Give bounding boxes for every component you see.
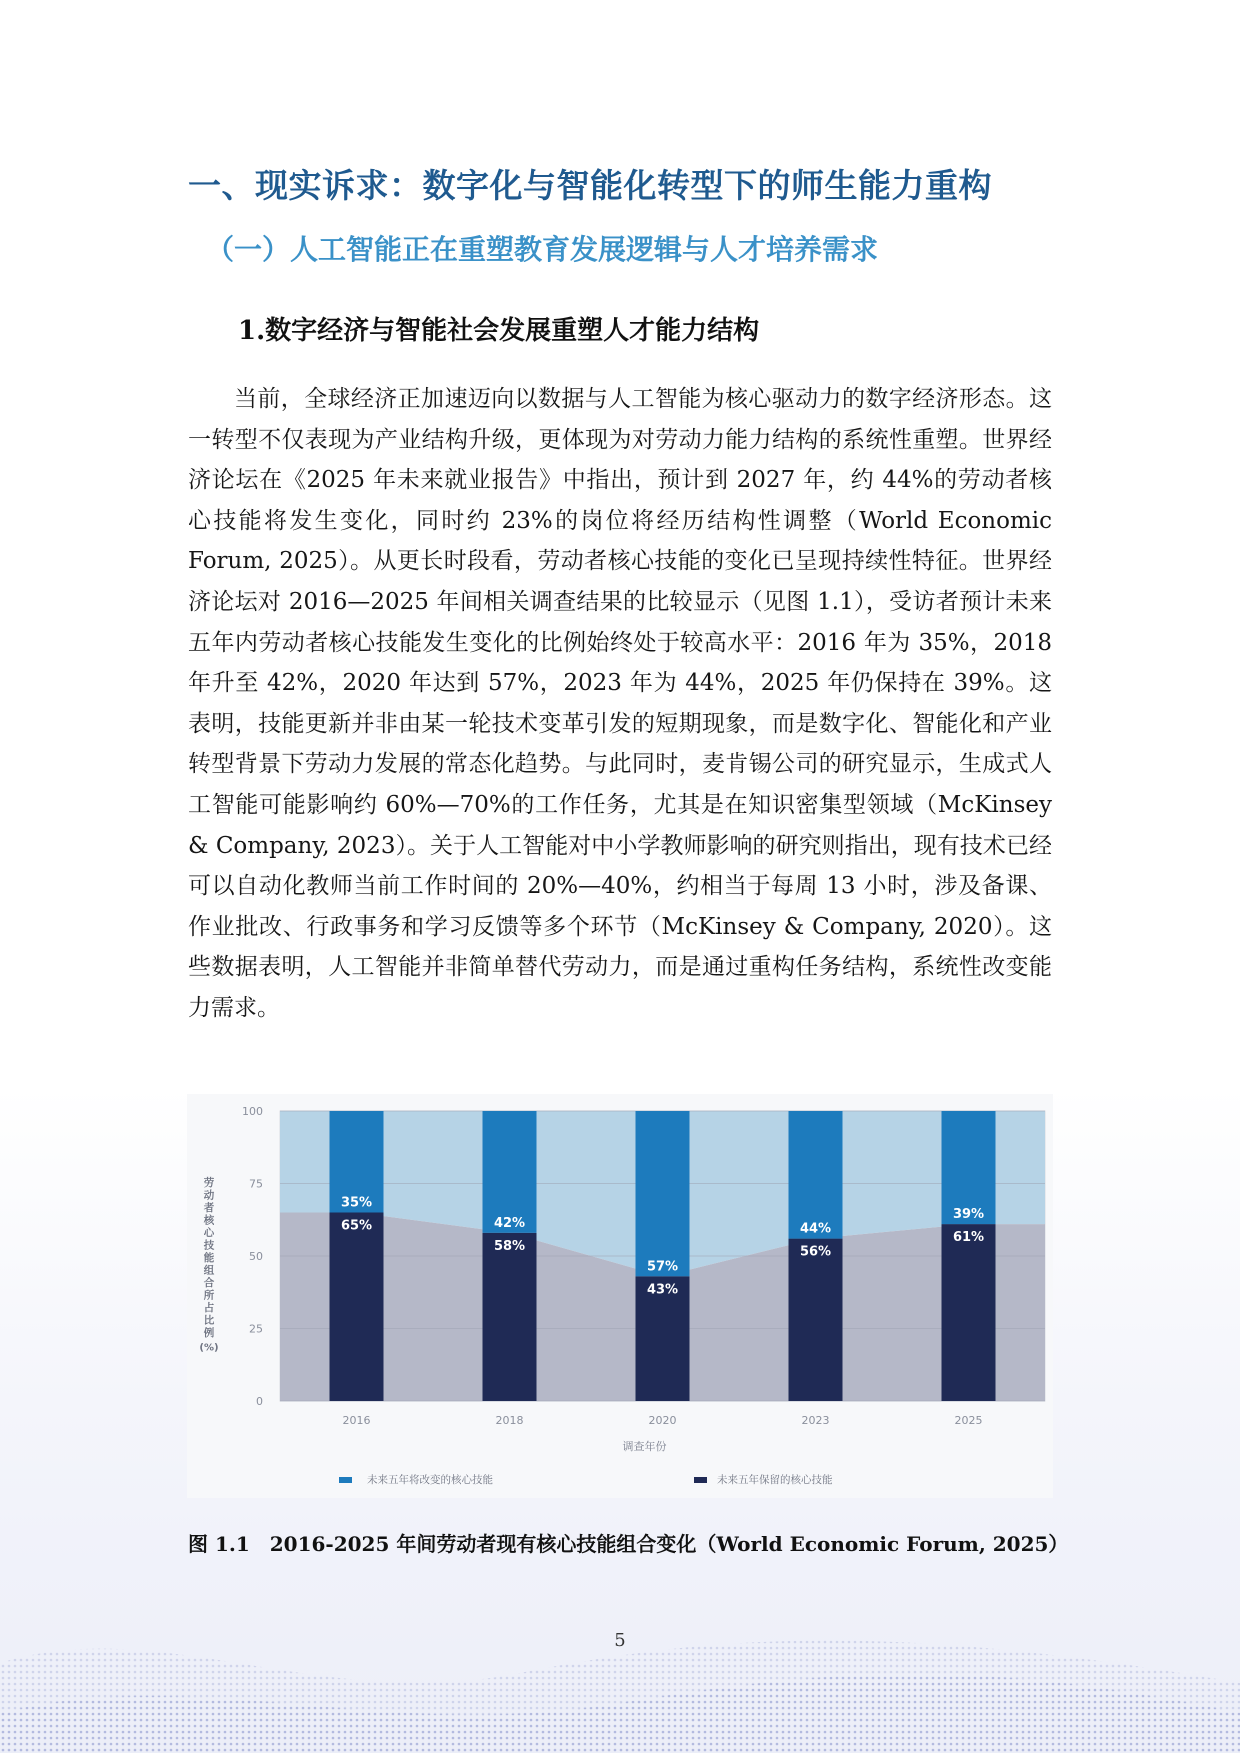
legend-swatch-retained <box>694 1477 707 1483</box>
y-tick-label: 50 <box>249 1250 263 1263</box>
x-tick-label: 2025 <box>954 1414 983 1427</box>
y-axis-label-char: 占 <box>203 1302 215 1314</box>
y-axis-label-char: 所 <box>203 1289 215 1302</box>
subsubsection-heading: 1.数字经济与智能社会发展重塑人才能力结构 <box>238 316 760 346</box>
data-label-retained: 61% <box>952 1230 985 1246</box>
data-label-changing: 42% <box>493 1215 526 1231</box>
bar-changing-2020 <box>636 1111 690 1276</box>
page-number: 5 <box>614 1630 626 1651</box>
y-tick-label: 0 <box>256 1395 263 1408</box>
legend-label-retained: 未来五年保留的核心技能 <box>717 1474 833 1486</box>
y-axis-label-char: 心 <box>203 1227 215 1239</box>
data-label-changing: 39% <box>952 1207 985 1223</box>
y-axis-label-char: 能 <box>203 1252 215 1264</box>
data-label-changing: 35% <box>340 1195 373 1211</box>
x-axis-title: 调查年份 <box>622 1440 667 1453</box>
body-paragraph: 当前，全球经济正加速迈向以数据与人工智能为核心驱动力的数字经济形态。这一转型不仅表现为产业结构升级，更体现为对劳动力能力结构的系统性重塑。世界经济论坛在《2025 年未来就业报告》中指出，预计到 2027 年，约 44%的劳动者核心技能将发生变化，同时约 23%的岗位将经历结构性调整（World Economic Forum, 2025）。从更长时段看，劳动者核心技能的变化已呈现持续性特征。世界经济论坛对 2016—2025 年间相关调查结果的比较显示（见图 1.1），受访者预计未来五年内劳动者核心技能发生变化的比例始终处于较高水平：2016 年为 35%，2018 年升至 42%，2020 年达到 57%，2023 年为 44%，2025 年仍保持在 39%。这表明，技能更新并非由某一轮技术变革引发的短期现象，而是数字化、智能化和产业转型背景下劳动力发展的常态化趋势。与此同时，麦肯锡公司的研究显示，生成式人工智能可能影响约 60%—70%的工作任务，尤其是在知识密集型领域（McKinsey & Company, 2023）。关于人工智能对中小学教师影响的研究则指出，现有技术已经可以自动化教师当前工作时间的 20%—40%，约相当于每周 13 小时，涉及备课、作业批改、行政事务和学习反馈等多个环节（McKinsey & Company, 2020）。这些数据表明，人工智能并非简单替代劳动力，而是通过重构任务结构，系统性改变能力需求。 <box>188 386 1052 1021</box>
y-axis-label-char: 比 <box>203 1314 215 1327</box>
y-axis-label-char: 合 <box>203 1277 215 1289</box>
bar-changing-2018 <box>483 1111 537 1233</box>
bar-retained-2018 <box>483 1233 537 1401</box>
data-label-retained: 58% <box>493 1238 526 1254</box>
y-axis-label-char: 者 <box>203 1202 215 1214</box>
y-axis-label-char: 动 <box>203 1189 215 1202</box>
legend-swatch-changing <box>339 1477 352 1483</box>
y-tick-label: 100 <box>242 1105 263 1118</box>
y-axis-label-char: 劳 <box>203 1177 215 1189</box>
data-label-retained: 65% <box>340 1218 373 1234</box>
decorative-wave <box>0 1603 1240 1753</box>
figure-caption: 图 1.1 2016-2025 年间劳动者现有核心技能组合变化（World Economic Forum, 2025） <box>188 1532 1069 1556</box>
x-tick-label: 2023 <box>801 1414 830 1427</box>
x-tick-label: 2020 <box>648 1414 677 1427</box>
bar-retained-2025 <box>942 1224 996 1401</box>
bar-retained-2023 <box>789 1239 843 1401</box>
x-tick-label: 2016 <box>342 1414 371 1427</box>
x-tick-label: 2018 <box>495 1414 524 1427</box>
y-axis-label-char: 核 <box>203 1214 215 1227</box>
data-label-retained: 56% <box>799 1244 832 1260</box>
y-tick-label: 25 <box>249 1322 263 1336</box>
legend-label-changing: 未来五年将改变的核心技能 <box>367 1474 493 1486</box>
data-label-retained: 43% <box>646 1282 679 1298</box>
bar-changing-2023 <box>789 1111 843 1239</box>
bar-retained-2016 <box>330 1213 384 1402</box>
stacked-bar-chart <box>187 1094 1053 1498</box>
y-axis-label-char: 例 <box>203 1327 215 1339</box>
section-heading: 一、现实诉求：数字化与智能化转型下的师生能力重构 <box>188 166 992 205</box>
data-label-changing: 57% <box>646 1259 679 1275</box>
subsection-heading: （一）人工智能正在重塑教育发展逻辑与人才培养需求 <box>206 233 879 266</box>
y-tick-label: 75 <box>249 1177 263 1191</box>
y-axis-label-unit: (%) <box>199 1342 219 1354</box>
chart-figure <box>187 1094 1053 1498</box>
y-axis-label-char: 技 <box>203 1239 215 1252</box>
y-axis-label-char: 组 <box>203 1264 215 1277</box>
data-label-changing: 44% <box>799 1221 832 1237</box>
